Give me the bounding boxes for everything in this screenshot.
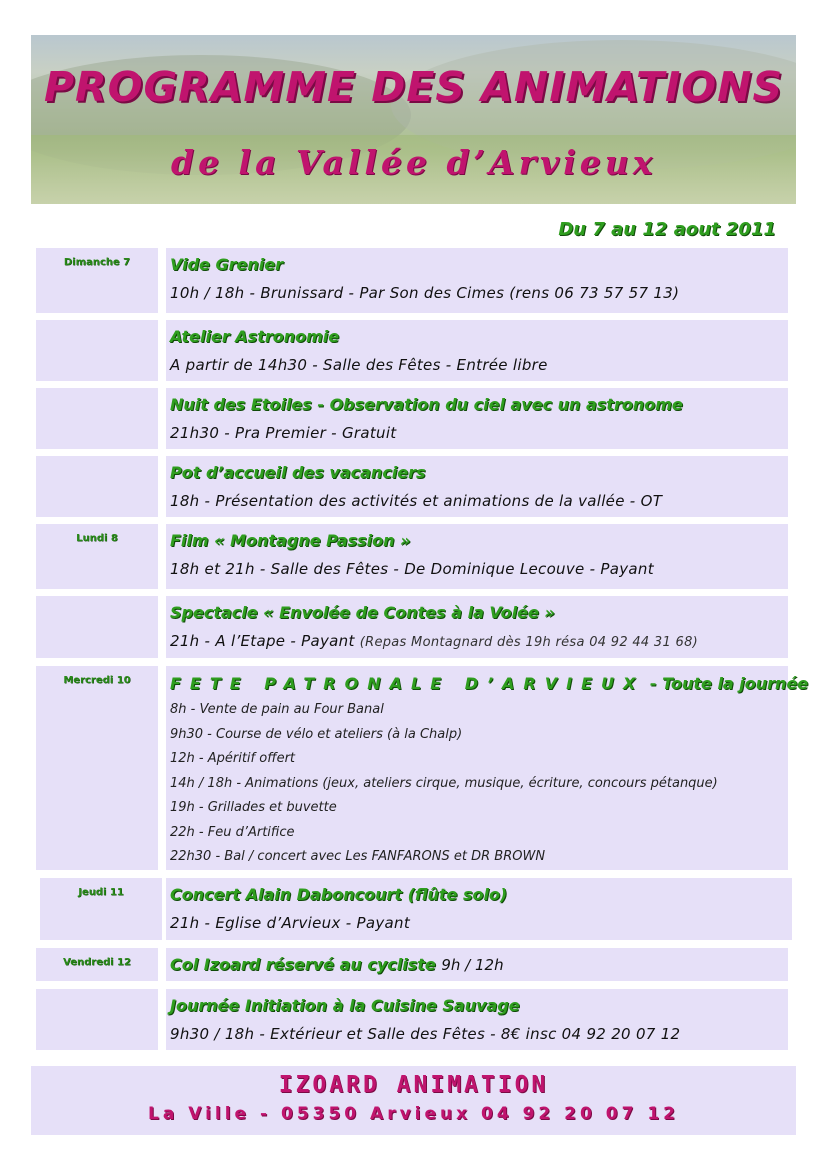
fete-title-main: FETE PATRONALE D’ARVIEUX bbox=[170, 674, 645, 693]
day-empty bbox=[36, 596, 158, 658]
fete-line: 22h - Feu d’Artifice bbox=[170, 824, 295, 840]
fete-line: 12h - Apéritif offert bbox=[170, 751, 296, 766]
event-detail: 21h30 - Pra Premier - Gratuit bbox=[170, 424, 397, 442]
day-empty bbox=[36, 456, 158, 517]
day-empty bbox=[36, 320, 158, 381]
event-title: Concert Alain Daboncourt (flûte solo) bbox=[170, 885, 508, 904]
fete-line: 22h30 - Bal / concert avec Les FANFARONS et DR BROWN bbox=[170, 849, 546, 864]
event-detail: 18h - Présentation des activités et animations de la vallée - OT bbox=[170, 492, 663, 510]
page-subtitle: de la Vallée d’Arvieux bbox=[171, 143, 657, 182]
event-nuit-des-etoiles bbox=[166, 388, 788, 449]
event-title: Spectacle « Envolée de Contes à la Volée » bbox=[170, 603, 555, 622]
day-empty bbox=[36, 388, 158, 449]
fete-title-rest: - Toute la journée bbox=[649, 674, 809, 693]
event-time: 9h / 12h bbox=[441, 956, 504, 974]
organizer-name: IZOARD ANIMATION bbox=[278, 1072, 549, 1098]
day-sunday: Dimanche 7 bbox=[36, 248, 158, 313]
header-banner bbox=[31, 35, 796, 204]
event-detail bbox=[170, 626, 784, 658]
event-detail: A partir de 14h30 - Salle des Fêtes - Entrée libre bbox=[170, 356, 548, 374]
event-vide-grenier bbox=[166, 248, 788, 313]
event-concert bbox=[166, 878, 792, 940]
event-title: Pot d’accueil des vacanciers bbox=[170, 463, 426, 482]
event-title: Atelier Astronomie bbox=[170, 327, 340, 346]
event-cuisine-sauvage bbox=[166, 989, 788, 1050]
event-atelier-astronomie bbox=[166, 320, 788, 381]
day-empty bbox=[36, 989, 158, 1050]
event-detail: 9h30 / 18h - Extérieur et Salle des Fêtes - 8€ insc 04 92 20 07 12 bbox=[170, 1025, 681, 1043]
event-title: Vide Grenier bbox=[170, 255, 283, 274]
date-range: Du 7 au 12 aout 2011 bbox=[558, 219, 776, 240]
fete-line: 14h / 18h - Animations (jeux, ateliers cirque, musique, écriture, concours pétanque) bbox=[170, 775, 718, 791]
event-detail: 21h - Eglise d’Arvieux - Payant bbox=[170, 914, 411, 932]
fete-line: 8h - Vente de pain au Four Banal bbox=[170, 702, 384, 717]
event-title: Nuit des Etoiles - Observation du ciel avec un astronome bbox=[170, 395, 683, 414]
fete-line: 9h30 - Course de vélo et ateliers (à la Chalp) bbox=[170, 726, 463, 742]
day-thursday: Jeudi 11 bbox=[40, 878, 162, 940]
event-film bbox=[166, 524, 788, 589]
event-pot-accueil bbox=[166, 456, 788, 517]
fete-title bbox=[170, 670, 809, 698]
event-title: Film « Montagne Passion » bbox=[170, 531, 411, 550]
event-title bbox=[170, 952, 784, 978]
event-fete-patronale bbox=[166, 666, 809, 870]
day-monday: Lundi 8 bbox=[36, 524, 158, 589]
event-title-main: Col Izoard réservé au cycliste bbox=[170, 955, 436, 974]
organizer-address: La Ville - 05350 Arvieux 04 92 20 07 12 bbox=[148, 1104, 679, 1124]
event-spectacle bbox=[166, 596, 788, 658]
day-friday: Vendredi 12 bbox=[36, 948, 158, 981]
footer bbox=[31, 1066, 796, 1135]
event-detail: 10h / 18h - Brunissard - Par Son des Cimes (rens 06 73 57 57 13) bbox=[170, 284, 680, 302]
event-detail-note: (Repas Montagnard dès 19h résa 04 92 44 31 68) bbox=[359, 635, 699, 650]
fete-line: 19h - Grillades et buvette bbox=[170, 800, 337, 815]
event-title: Journée Initiation à la Cuisine Sauvage bbox=[170, 996, 520, 1015]
event-col-izoard bbox=[166, 948, 788, 981]
event-detail: 18h et 21h - Salle des Fêtes - De Dominique Lecouve - Payant bbox=[170, 560, 654, 578]
page-title: PROGRAMME DES ANIMATIONS bbox=[44, 63, 783, 111]
day-wednesday: Mercredi 10 bbox=[36, 666, 158, 870]
event-detail-main: 21h - A l’Etape - Payant bbox=[170, 632, 355, 650]
